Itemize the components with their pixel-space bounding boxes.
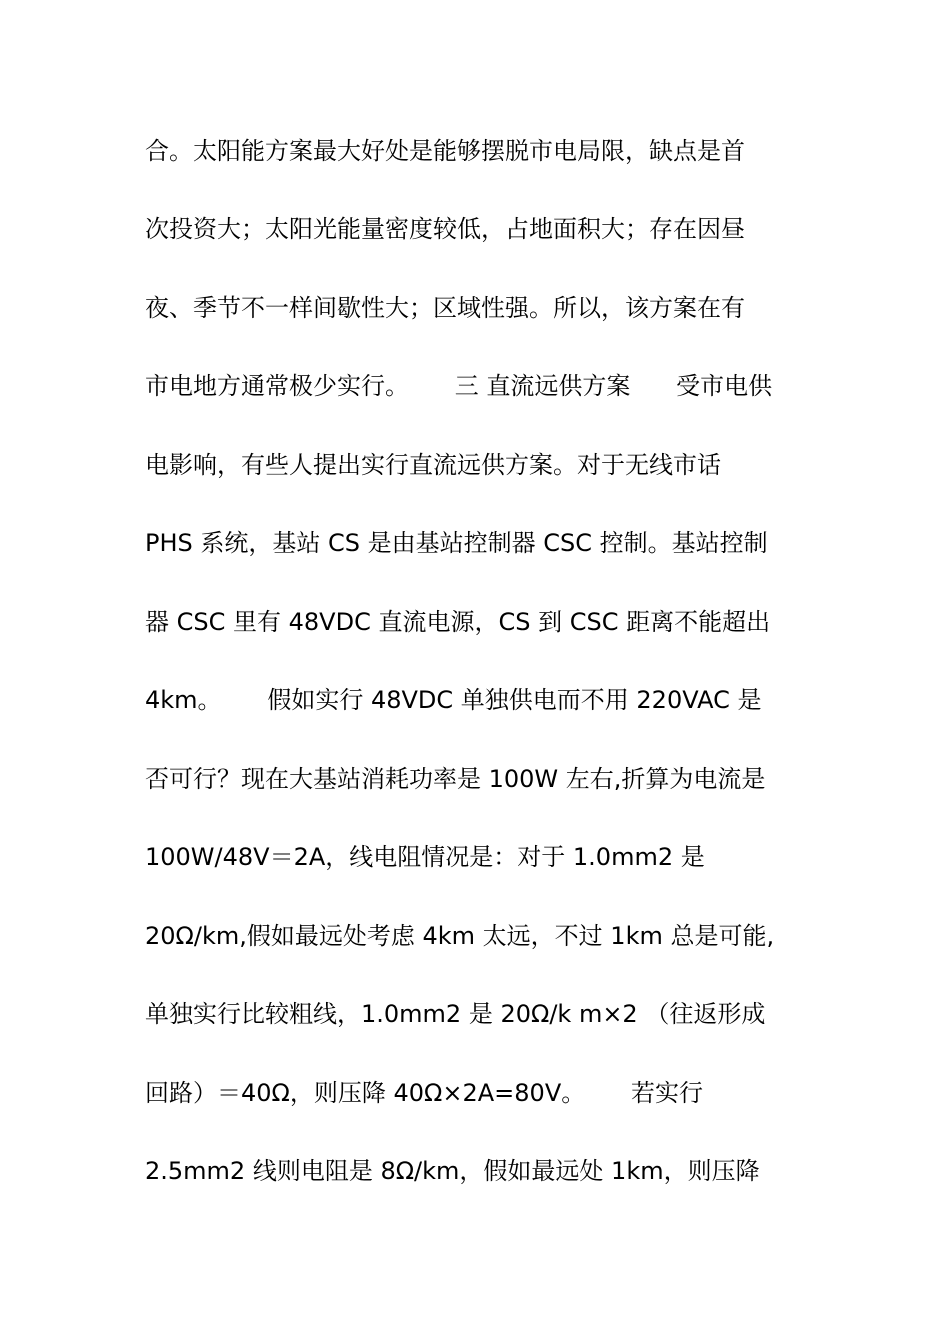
text-line: 电影响，有些人提出实行直流远供方案。对于无线市话 bbox=[145, 451, 721, 479]
text-line: 次投资大；太阳光能量密度较低，占地面积大；存在因昼 bbox=[145, 215, 745, 243]
text-line: 20Ω/km,假如最远处考虑 4km 太远，不过 1km 总是可能, bbox=[145, 922, 775, 950]
text-line: 器 CSC 里有 48VDC 直流电源，CS 到 CSC 距离不能超出 bbox=[145, 608, 771, 636]
text-line: 回路）＝40Ω，则压降 40Ω×2A=80V。 若实行 bbox=[145, 1079, 704, 1107]
text-line: 2.5mm2 线则电阻是 8Ω/km，假如最远处 1km，则压降 bbox=[145, 1157, 760, 1185]
text-line: 夜、季节不一样间歇性大；区域性强。所以，该方案在有 bbox=[145, 294, 745, 322]
text-line: 市电地方通常极少实行。 三 直流远供方案 受市电供 bbox=[145, 372, 773, 400]
text-line: 4km。 假如实行 48VDC 单独供电而不用 220VAC 是 bbox=[145, 686, 762, 714]
text-line: 合。太阳能方案最大好处是能够摆脱市电局限，缺点是首 bbox=[145, 137, 745, 165]
text-line: PHS 系统，基站 CS 是由基站控制器 CSC 控制。基站控制 bbox=[145, 529, 768, 557]
text-line: 100W/48V＝2A，线电阻情况是：对于 1.0mm2 是 bbox=[145, 843, 705, 871]
text-line: 否可行？现在大基站消耗功率是 100W 左右,折算为电流是 bbox=[145, 765, 766, 793]
text-line: 单独实行比较粗线，1.0mm2 是 20Ω/k m×2 （往返形成 bbox=[145, 1000, 766, 1028]
